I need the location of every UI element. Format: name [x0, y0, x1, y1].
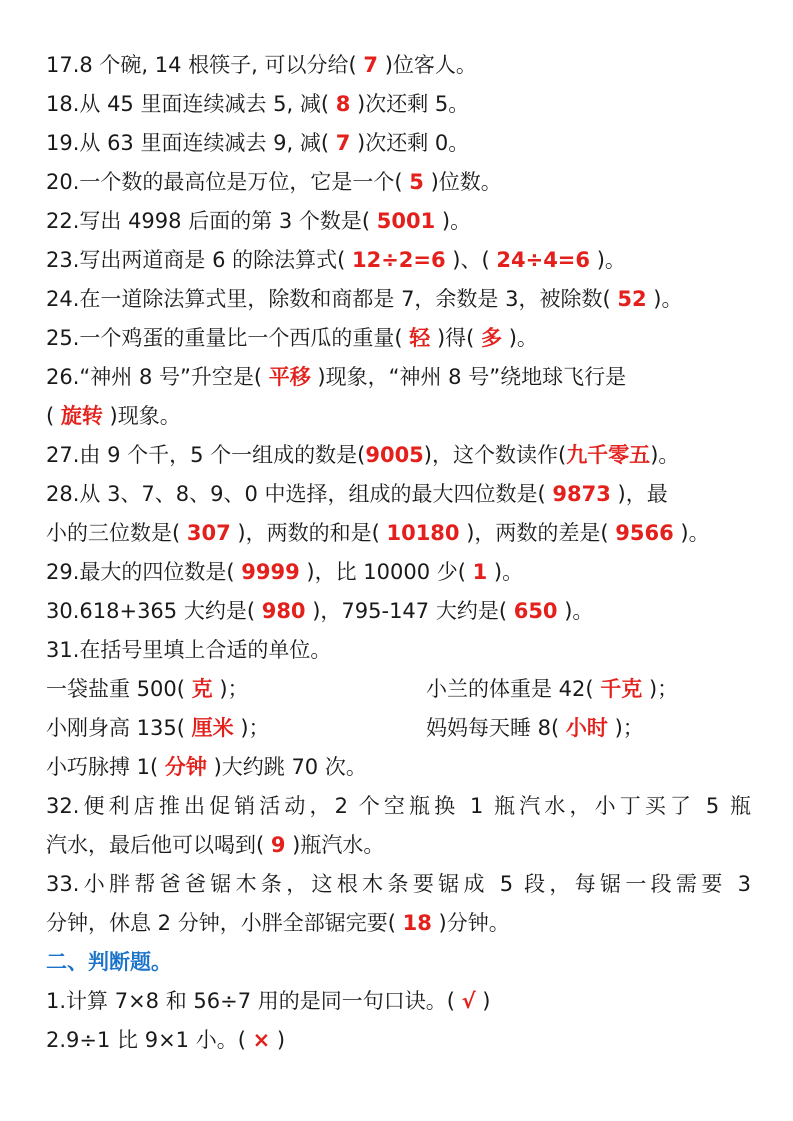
- question-text: )，最: [610, 482, 668, 506]
- question-text: 分钟，休息 2 分钟，小胖全部锯完要(: [46, 911, 403, 935]
- question-33-line-2: [46, 908, 751, 938]
- question-text: )分钟。: [431, 911, 510, 935]
- unit-item-weight: [426, 674, 678, 704]
- question-text: )位数。: [423, 170, 502, 194]
- question-text: ): [270, 1028, 286, 1052]
- question-text: )。: [646, 287, 683, 311]
- question-text: 18.从 45 里面连续减去 5, 减(: [46, 92, 336, 116]
- question-27: [46, 440, 751, 470]
- question-text: )；: [642, 677, 679, 701]
- question-text: )次还剩 0。: [350, 131, 470, 155]
- answer: 9566: [615, 521, 674, 545]
- question-text: )瓶汽水。: [285, 833, 385, 857]
- check-mark-answer: √: [461, 989, 476, 1013]
- question-text: 17.8 个碗, 14 根筷子, 可以分给(: [46, 53, 364, 77]
- question-31-row-2: [46, 713, 751, 743]
- question-32-line-2: [46, 830, 751, 860]
- question-text: 26.“神州 8 号”升空是(: [46, 365, 269, 389]
- question-text: )，两数的和是(: [230, 521, 387, 545]
- question-text: )大约跳 70 次。: [206, 755, 367, 779]
- question-text: 30.618+365 大约是(: [46, 599, 262, 623]
- answer: 轻: [409, 326, 431, 350]
- question-28-line-2: [46, 518, 751, 548]
- answer: 12÷2=6: [351, 248, 446, 272]
- answer: 24÷4=6: [496, 248, 591, 272]
- cross-mark-answer: ×: [252, 1028, 271, 1052]
- question-text: 小兰的体重是 42(: [426, 677, 601, 701]
- answer: 9: [270, 833, 286, 857]
- question-20: [46, 167, 751, 197]
- answer: 650: [513, 599, 558, 623]
- answer: 5001: [376, 209, 436, 233]
- question-text: )。: [502, 326, 538, 350]
- answer: 8: [335, 92, 351, 116]
- answer: 52: [617, 287, 647, 311]
- question-text: 2.9÷1 比 9×1 小。(: [46, 1028, 253, 1052]
- answer: 平移: [268, 365, 311, 389]
- question-30: [46, 596, 751, 626]
- judgement-1: [46, 986, 751, 1016]
- question-text: 小刚身高 135(: [46, 716, 192, 740]
- question-24: [46, 284, 751, 314]
- question-text: ): [475, 989, 491, 1013]
- question-text: )，这个数读作(: [423, 443, 567, 467]
- question-text: )。: [590, 248, 626, 272]
- question-text: 小巧脉搏 1(: [46, 755, 165, 779]
- question-text: 汽水，最后他可以喝到(: [46, 833, 271, 857]
- question-text: )位客人。: [378, 53, 477, 77]
- question-text: )。: [650, 443, 680, 467]
- unit-item-height: [46, 716, 270, 740]
- question-text: 小的三位数是(: [46, 521, 187, 545]
- answer: 10180: [386, 521, 460, 545]
- answer: 九千零五: [566, 443, 651, 467]
- answer: 克: [191, 677, 213, 701]
- question-31-row-1: [46, 674, 751, 704]
- answer: 980: [261, 599, 306, 623]
- answer: 旋转: [60, 404, 103, 428]
- answer: 307: [186, 521, 231, 545]
- question-32-line-1: 32.便利店推出促销活动，2 个空瓶换 1 瓶汽水，小丁买了 5 瓶: [46, 794, 751, 818]
- question-26-line-1: [46, 362, 751, 392]
- question-text: 20.一个数的最高位是万位，它是一个(: [46, 170, 410, 194]
- question-text: 22.写出 4998 后面的第 3 个数是(: [46, 209, 377, 233]
- question-31-row-3: [46, 752, 751, 782]
- answer: 小时: [565, 716, 608, 740]
- question-text: 19.从 63 里面连续减去 9, 减(: [46, 131, 336, 155]
- question-text: )，795-147 大约是(: [305, 599, 514, 623]
- answer: 9999: [241, 560, 300, 584]
- question-text: )。: [487, 560, 524, 584]
- question-text: )，两数的差是(: [459, 521, 616, 545]
- question-text: )。: [435, 209, 472, 233]
- question-text: 28.从 3、7、8、9、0 中选择，组成的最大四位数是(: [46, 482, 553, 506]
- question-text: 25.一个鸡蛋的重量比一个西瓜的重量(: [46, 326, 410, 350]
- question-text: 1.计算 7×8 和 56÷7 用的是同一句口诀。(: [46, 989, 462, 1013]
- answer: 分钟: [164, 755, 207, 779]
- question-text: 一袋盐重 500(: [46, 677, 192, 701]
- question-text: )；: [607, 716, 644, 740]
- question-text: )得(: [430, 326, 482, 350]
- answer: 5: [409, 170, 424, 194]
- question-31-title: 31.在括号里填上合适的单位。: [46, 638, 332, 662]
- answer: 7: [363, 53, 379, 77]
- question-text: )次还剩 5。: [350, 92, 470, 116]
- question-text: 23.写出两道商是 6 的除法算式(: [46, 248, 352, 272]
- question-19: [46, 128, 751, 158]
- answer: 9873: [552, 482, 611, 506]
- question-text: 29.最大的四位数是(: [46, 560, 242, 584]
- question-26-line-2: [46, 401, 751, 431]
- answer: 7: [335, 131, 351, 155]
- question-33-line-1: 33.小胖帮爸爸锯木条，这根木条要锯成 5 段，每锯一段需要 3: [46, 872, 751, 896]
- unit-item-salt: [46, 677, 249, 701]
- question-23: [46, 245, 751, 275]
- question-text: )、(: [445, 248, 497, 272]
- question-29: [46, 557, 751, 587]
- question-text: )；: [212, 677, 249, 701]
- question-text: )，比 10000 少(: [299, 560, 473, 584]
- question-text: )。: [673, 521, 710, 545]
- question-text: )现象，“神州 8 号”绕地球飞行是: [310, 365, 627, 389]
- question-text: )；: [233, 716, 270, 740]
- answer: 千克: [600, 677, 643, 701]
- question-25: [46, 323, 751, 353]
- question-text: 27.由 9 个千，5 个一组成的数是(: [46, 443, 366, 467]
- unit-item-sleep: [426, 713, 644, 743]
- question-28-line-1: [46, 479, 751, 509]
- question-text: (: [46, 404, 61, 428]
- question-22: [46, 206, 751, 236]
- answer: 9005: [365, 443, 424, 467]
- question-18: [46, 89, 751, 119]
- answer: 18: [402, 911, 432, 935]
- answer: 厘米: [191, 716, 234, 740]
- question-text: )现象。: [102, 404, 181, 428]
- question-17: [46, 50, 751, 80]
- question-text: 妈妈每天睡 8(: [426, 716, 566, 740]
- answer: 多: [481, 326, 503, 350]
- question-text: )。: [557, 599, 594, 623]
- section-heading-judgement: 二、判断题。: [46, 950, 172, 974]
- judgement-2: [46, 1025, 751, 1055]
- answer: 1: [472, 560, 488, 584]
- question-text: 24.在一道除法算式里，除数和商都是 7，余数是 3，被除数(: [46, 287, 618, 311]
